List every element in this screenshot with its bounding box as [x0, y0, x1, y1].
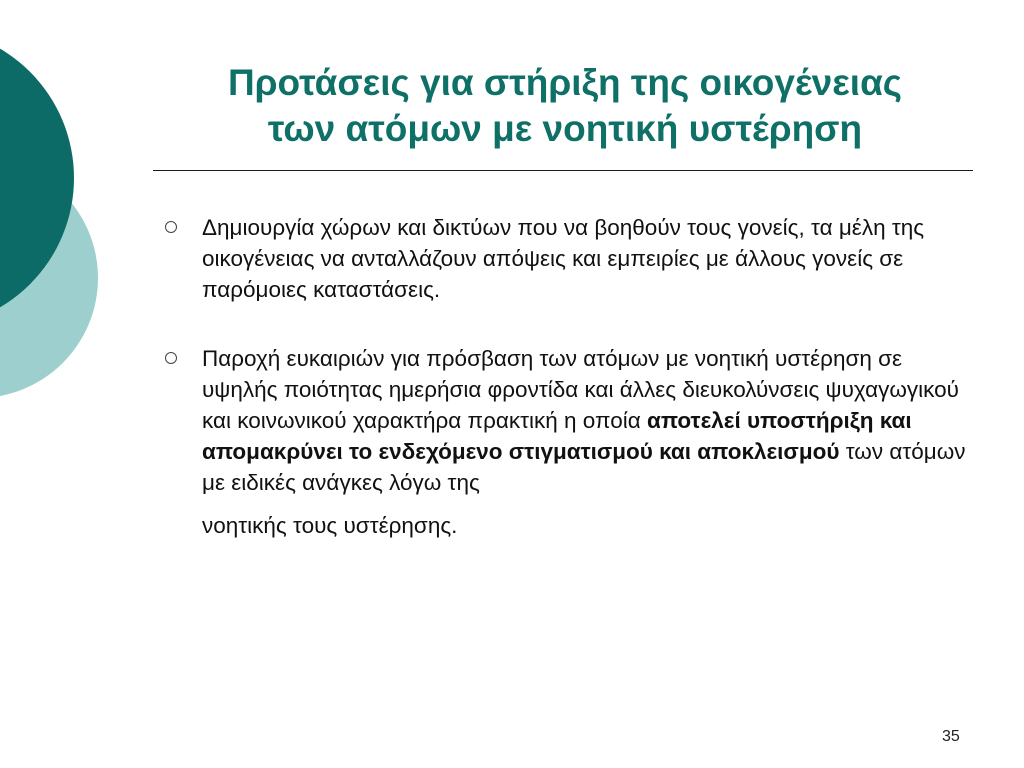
bullet-item-2 — [162, 343, 972, 541]
bullet-item-1-text: Δημιουργία χώρων και δικτύων που να βοηθούν τους γονείς, τα μέλη της οικογένειας να ανταλλάζουν απόψεις και εμπειρίες με άλλους γονείς σε παρόμοιες καταστάσεις. — [202, 215, 925, 302]
title-divider — [153, 170, 973, 171]
bullet-list — [162, 212, 972, 541]
hollow-circle-icon — [165, 221, 177, 233]
bullet-item-2-text-plain-2: των ατόμων με ειδικές ανάγκες λόγω της — [202, 439, 966, 495]
bullet-item-2-text-plain-1: Παροχή ευκαιριών για πρόσβαση των ατόμων με νοητική υστέρηση σε υψηλής ποιότητας ημερήσια φροντίδα και άλλες διευκολύνσεις ψυχαγωγικού και κοινωνικού χαρακτήρα πρακτική η οποία — [202, 346, 959, 433]
slide-title — [150, 60, 980, 152]
slide-title-line-1: Προτάσεις για στήριξη της οικογένειας — [227, 62, 903, 103]
bullet-item-2-text-plain-3: νοητικής τους υστέρησης. — [202, 513, 458, 538]
bullet-item-1 — [162, 212, 972, 305]
bullet-item-2-text-bold: αποτελεί υποστήριξη και απομακρύνει το ενδεχόμενο στιγματισμού και αποκλεισμού — [202, 408, 912, 464]
page-number: 35 — [942, 728, 960, 745]
hollow-circle-icon — [165, 352, 177, 364]
slide-title-line-2: των ατόμων με νοητική υστέρηση — [267, 108, 863, 149]
